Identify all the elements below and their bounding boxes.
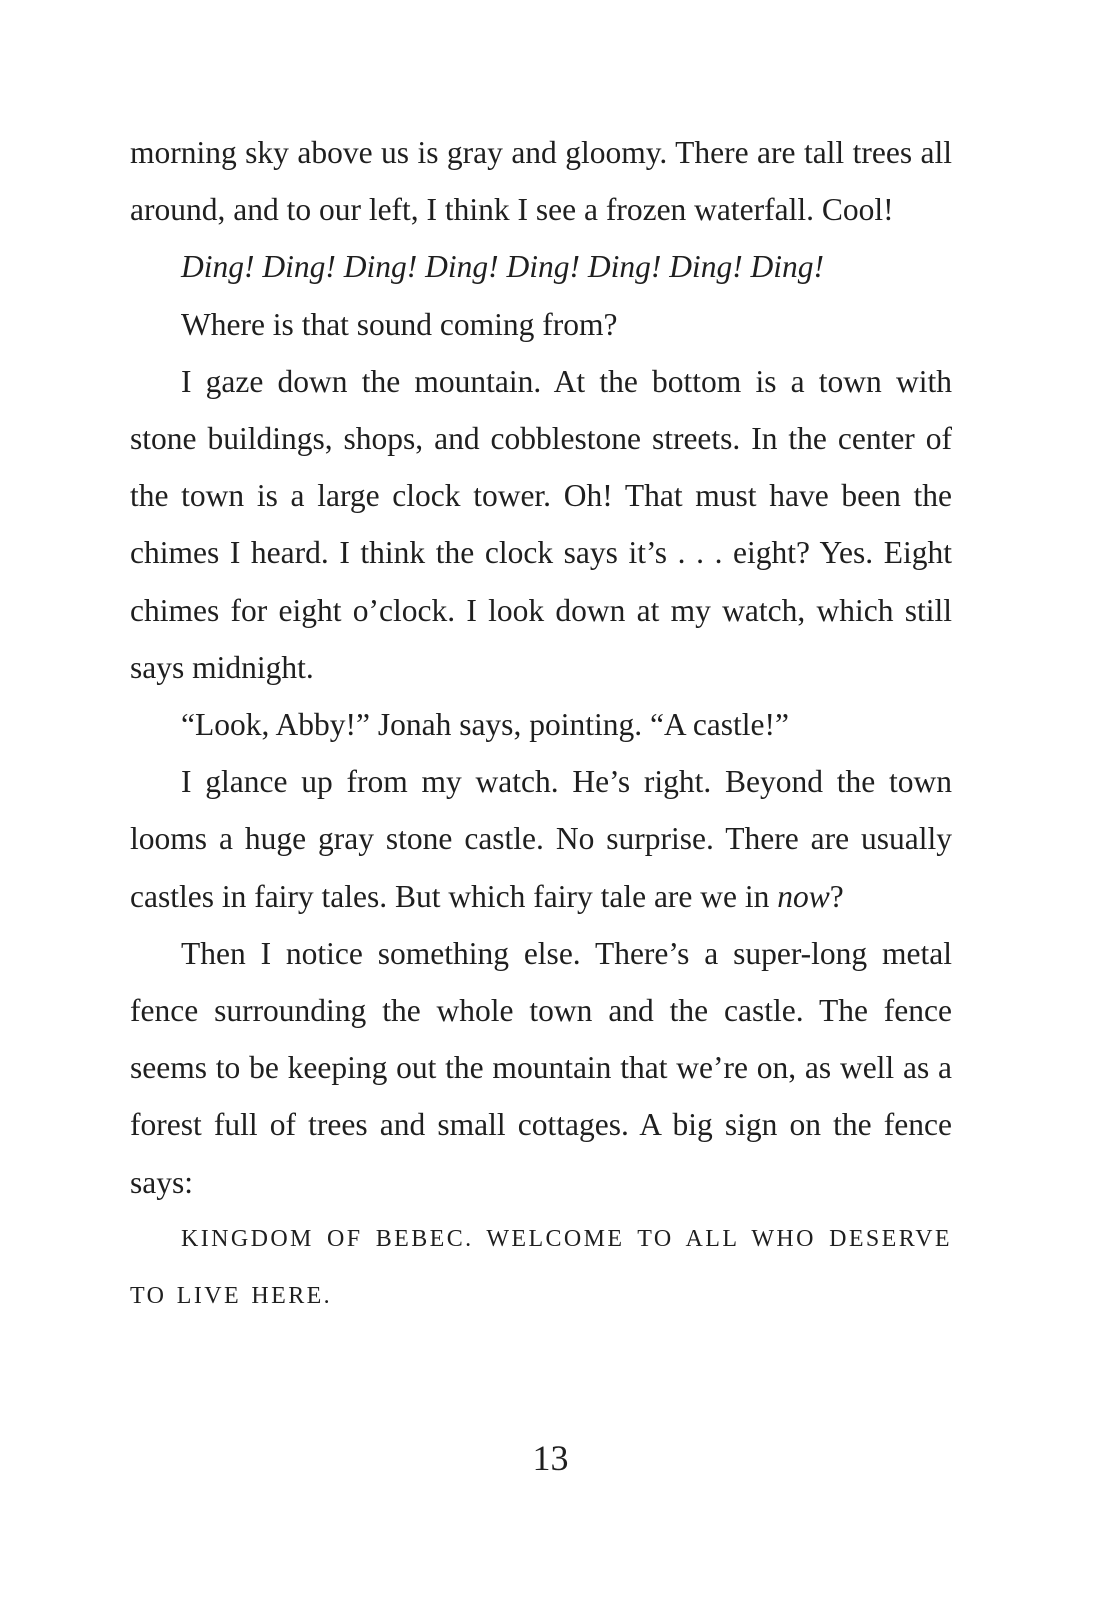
text-segment: ?	[829, 878, 844, 914]
paragraph	[130, 753, 952, 925]
body-text	[130, 124, 952, 1325]
text-segment: “Look, Abby!” Jonah says, pointing. “A castle!”	[181, 707, 789, 743]
paragraph	[130, 296, 952, 353]
text-segment: Where is that sound coming from?	[181, 306, 618, 342]
text-segment: morning sky above us is gray and gloomy. There are tall trees all around, and to our left, I think I see a frozen waterfall. Cool!	[130, 135, 952, 228]
sign-text	[130, 1211, 952, 1325]
paragraph	[130, 696, 952, 753]
text-segment: Then I notice something else. There’s a super-long metal fence surrounding the whole town and the castle. The fence seems to be keeping out the mountain that we’re on, as well as a forest full of trees and small cottages. A big sign on the fence says:	[130, 935, 952, 1200]
page-number: 13	[532, 1438, 569, 1478]
italic-text: now	[777, 878, 830, 914]
text-segment: KINGDOM OF BEBEC. WELCOME TO ALL WHO DESERVE TO LIVE HERE.	[130, 1225, 952, 1310]
text-segment: Ding! Ding! Ding! Ding! Ding! Ding! Ding! Ding!	[181, 249, 825, 285]
paragraph	[130, 124, 952, 238]
paragraph	[130, 925, 952, 1211]
text-segment: I gaze down the mountain. At the bottom is a town with stone buildings, shops, and cobblestone streets. In the center of the town is a large clock tower. Oh! That must have been the chimes I heard. I think the clock says it’s . . . eight? Yes. Eight chimes for eight o’clock. I look down at my watch, which still says midnight.	[130, 363, 952, 685]
text-segment: I glance up from my watch. He’s right. Beyond the town looms a huge gray stone castle. No surprise. There are usually castles in fairy tales. But which fairy tale are we in	[130, 764, 952, 914]
paragraph	[130, 353, 952, 696]
paragraph	[130, 238, 952, 295]
